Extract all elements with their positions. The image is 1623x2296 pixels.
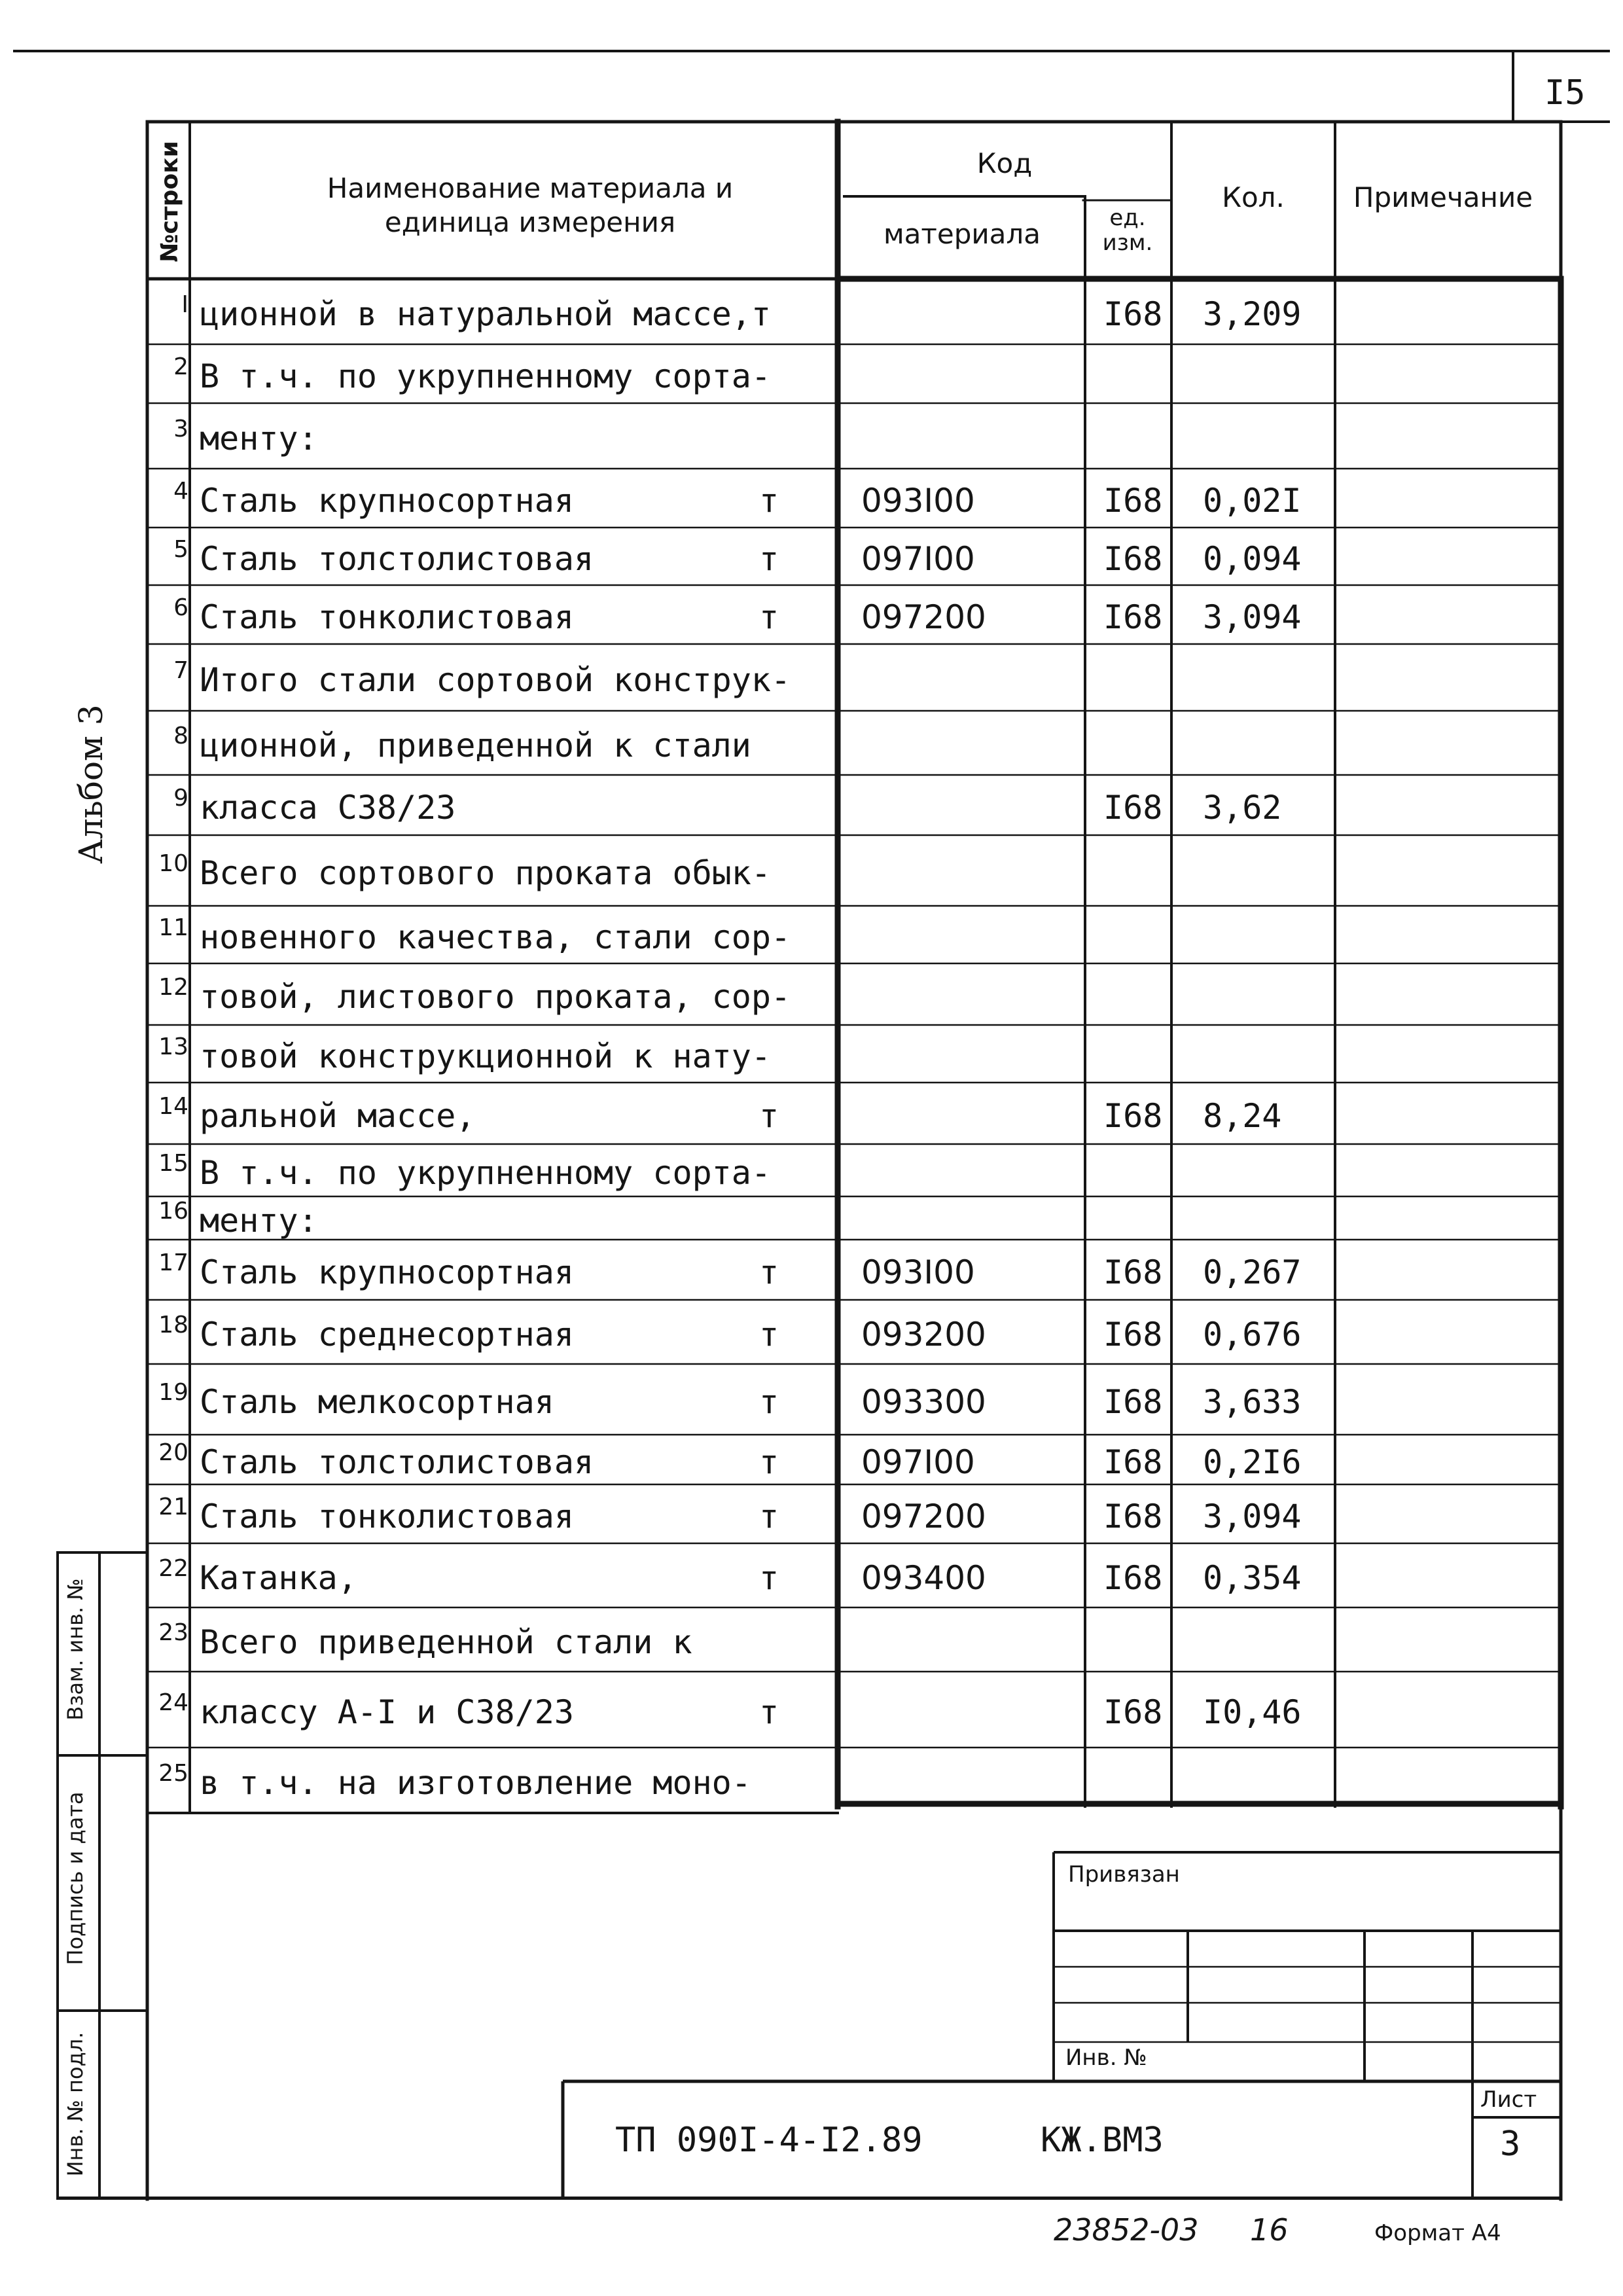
quantity: 0,2I6 [1203, 1443, 1302, 1481]
unit-code: I68 [1103, 1498, 1163, 1535]
sheet-label: Лист [1480, 2087, 1537, 2113]
header-row-number: №строки [156, 141, 183, 262]
material-name: Итого стали сортовой конструк- [200, 661, 791, 699]
header-code: Код [976, 147, 1033, 179]
material-name: Сталь крупносортная [200, 482, 574, 520]
row-number: 17 [158, 1249, 188, 1276]
material-code: 093200 [861, 1316, 986, 1354]
document-code: ТП 090I-4-I2.89 [615, 2121, 923, 2160]
archive-stamp-page: 16 [1250, 2212, 1289, 2248]
material-name: Всего приведенной стали к [200, 1623, 692, 1661]
material-name: Сталь толстолистовая [200, 540, 594, 578]
material-name: классу А-I и С38/23 [200, 1693, 574, 1731]
measure-unit: т [759, 1097, 779, 1135]
quantity: 0,676 [1203, 1316, 1302, 1354]
unit-code: I68 [1103, 482, 1163, 520]
inv-no-label: Инв. № [1065, 2045, 1147, 2071]
row-number: 15 [158, 1150, 188, 1177]
row-number: 14 [158, 1093, 188, 1120]
side-podpis-data: Подпись и дата [63, 1791, 88, 1965]
row-number: 5 [173, 536, 188, 563]
material-name: Сталь толстолистовая [200, 1443, 594, 1481]
row-number: 23 [158, 1619, 188, 1646]
row-number: 10 [158, 850, 188, 877]
unit-code: I68 [1103, 1559, 1163, 1597]
unit-code: I68 [1103, 1097, 1163, 1135]
material-code: 093I00 [861, 1253, 975, 1291]
material-name: класса С38/23 [200, 789, 456, 827]
row-number: 7 [173, 657, 188, 684]
unit-code: I68 [1103, 1693, 1163, 1731]
header-code-material: материала [883, 218, 1041, 250]
document-mark: КЖ.ВМ3 [1041, 2121, 1164, 2160]
row-number: 6 [173, 594, 188, 621]
unit-code: I68 [1103, 1253, 1163, 1291]
quantity: 0,267 [1203, 1253, 1302, 1291]
quantity: 3,209 [1203, 295, 1302, 333]
unit-code: I68 [1103, 540, 1163, 578]
measure-unit: т [759, 1498, 779, 1535]
quantity: 0,02I [1203, 482, 1302, 520]
material-name: менту: [200, 420, 318, 457]
row-number: 13 [158, 1033, 188, 1060]
measure-unit: т [759, 1693, 779, 1731]
row-number: 8 [173, 723, 188, 749]
unit-code: I68 [1103, 295, 1163, 333]
material-code: 097I00 [861, 540, 975, 578]
material-name: В т.ч. по укрупненному сорта- [200, 1154, 771, 1192]
row-number: 4 [173, 478, 188, 505]
row-number: 21 [158, 1494, 188, 1520]
unit-code: I68 [1103, 1443, 1163, 1481]
material-name: Сталь мелкосортная [200, 1383, 554, 1421]
row-number: 25 [158, 1760, 188, 1787]
material-code: 097I00 [861, 1443, 975, 1481]
measure-unit: т [759, 1383, 779, 1421]
material-name: ральной массе, [200, 1097, 476, 1135]
row-number: 3 [173, 416, 188, 442]
quantity: 0,354 [1203, 1559, 1302, 1597]
row-number: 11 [158, 914, 188, 941]
quantity: I0,46 [1203, 1693, 1302, 1731]
material-name: в т.ч. на изготовление моно- [200, 1764, 751, 1802]
header-note: Примечание [1353, 181, 1533, 213]
measure-unit: т [759, 482, 779, 520]
paper-format: Формат А4 [1374, 2220, 1501, 2246]
material-name: новенного качества, стали сор- [200, 918, 791, 956]
row-number: 20 [158, 1439, 188, 1466]
material-name: ционной, приведенной к стали [200, 726, 751, 764]
material-name: Сталь крупносортная [200, 1253, 574, 1291]
side-vzam-inv: Взам. инв. № [63, 1578, 88, 1721]
material-name: Катанка, [200, 1559, 357, 1597]
row-number: 9 [173, 785, 188, 812]
quantity: 3,094 [1203, 1498, 1302, 1535]
header-name: Наименование материала и единица измерения [327, 172, 734, 238]
row-number: 19 [158, 1379, 188, 1406]
material-name: ционной в натуральной массе,т [200, 295, 771, 333]
row-number: 2 [173, 353, 188, 380]
row-number: 24 [158, 1689, 188, 1716]
row-number: 16 [158, 1198, 188, 1225]
header-qty: Кол. [1222, 181, 1285, 213]
quantity: 3,094 [1203, 598, 1302, 636]
measure-unit: т [759, 1559, 779, 1597]
quantity: 3,633 [1203, 1383, 1302, 1421]
row-number: 22 [158, 1555, 188, 1582]
side-inv-podl: Инв. № подл. [63, 2032, 88, 2177]
sheet-value: 3 [1500, 2125, 1521, 2164]
material-name: менту: [200, 1202, 318, 1240]
material-name: Сталь среднесортная [200, 1316, 574, 1354]
unit-code: I68 [1103, 1383, 1163, 1421]
measure-unit: т [759, 1316, 779, 1354]
quantity: 3,62 [1203, 789, 1282, 827]
unit-code: I68 [1103, 1316, 1163, 1354]
quantity: 0,094 [1203, 540, 1302, 578]
row-number: I [181, 291, 188, 318]
material-name: В т.ч. по укрупненному сорта- [200, 357, 771, 395]
material-code: 093400 [861, 1559, 986, 1597]
material-name: Сталь тонколистовая [200, 598, 574, 636]
unit-code: I68 [1103, 789, 1163, 827]
material-code: 093I00 [861, 482, 975, 520]
measure-unit: т [759, 1253, 779, 1291]
measure-unit: т [759, 1443, 779, 1481]
quantity: 8,24 [1203, 1097, 1282, 1135]
measure-unit: т [759, 598, 779, 636]
material-code: 097200 [861, 598, 986, 636]
material-code: 097200 [861, 1498, 986, 1535]
material-name: товой, листового проката, сор- [200, 978, 791, 1016]
material-code: 093300 [861, 1383, 986, 1421]
unit-code: I68 [1103, 598, 1163, 636]
archive-stamp-number: 23852-03 [1054, 2212, 1199, 2248]
measure-unit: т [759, 540, 779, 578]
material-name: товой конструкционной к нату- [200, 1037, 771, 1075]
material-name: Всего сортового проката обык- [200, 854, 771, 892]
sheet-number: I5 [1544, 73, 1586, 113]
row-number: 18 [158, 1312, 188, 1338]
album-label: Альбом 3 [72, 704, 110, 864]
row-number: 12 [158, 974, 188, 1001]
material-name: Сталь тонколистовая [200, 1498, 574, 1535]
privyazan-label: Привязан [1068, 1861, 1180, 1888]
header-code-unit: ед. изм. [1102, 205, 1153, 256]
